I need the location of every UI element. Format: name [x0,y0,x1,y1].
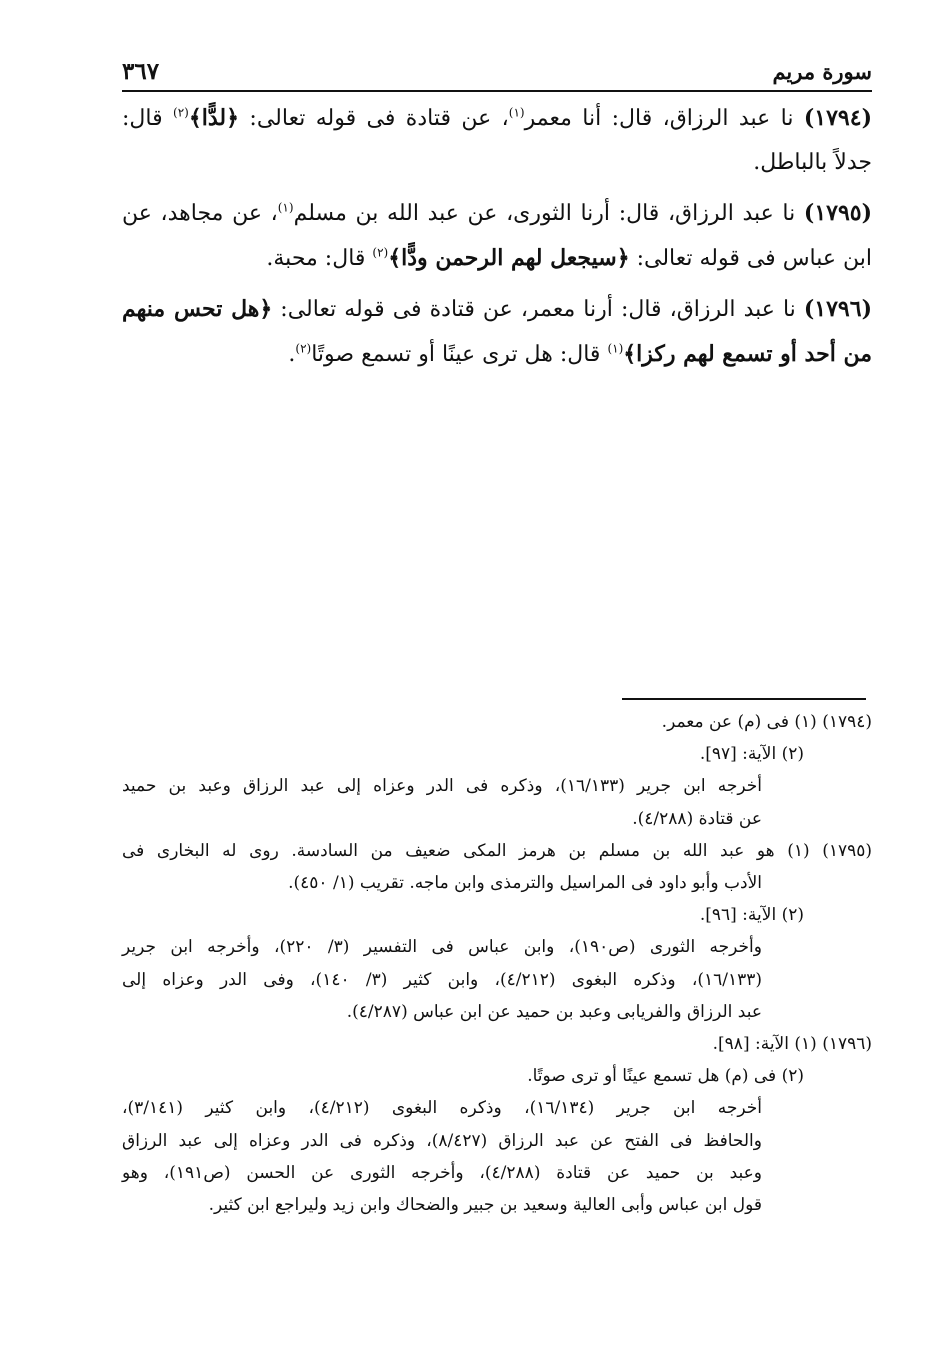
main-text [122,96,872,383]
footnote-line: (١٧٩٤) (١) فى (م) عن معمر. [661,712,872,732]
text: نا عبد الرزاق، قال: أرنا الثورى، عن عبد الله بن مسلم [293,201,804,226]
footnote-separator [622,698,866,700]
text: نا عبد الرزاق، قال: أرنا معمر، عن قتادة فى قوله تعالى: [272,297,804,322]
hadith-number: (١٧٩٦) [803,296,872,322]
footnote-line: وعبد بن حميد عن قتادة (٤/٢٨٨)، وأخرجه الثورى عن الحسن (ص١٩١)، وهو [122,1162,762,1183]
page-number: ٣٦٧ [122,57,160,85]
quran-quote: ﴿سيجعل لهم الرحمن ودًّا﴾ [388,245,630,271]
hadith-number: (١٧٩٤) [803,105,872,131]
footnote-ref: (١) [607,341,624,356]
text: قال: هل ترى عينًا أو تسمع صوتًا [311,342,608,367]
quran-quote: ﴿هل تحس منهم من أحد أو تسمع لهم ركزا﴾ [122,296,872,367]
footnote-ref: (١) [508,105,525,120]
footnote-line: أخرجه ابن جرير (١٦/١٣٤)، وذكره البغوى (٤/٢١٢)، وابن كثير (٣/١٤١)، [122,1098,762,1119]
text: قال: جدلاً بالباطل. [122,106,872,175]
footnote-ref: (٢) [173,105,189,120]
paragraph-1795 [122,191,872,281]
footnote-line: (٢) فى (م) هل تسمع عينًا أو ترى صوتًا. [527,1066,804,1087]
footnote-line: (١٧٩٥) (١) هو عبد الله بن مسلم بن هرمز المكى ضعيف من السادسة. روى له البخارى فى [122,840,872,861]
footnote-ref: (١) [277,200,294,215]
footnote-line: والحافظ فى الفتح عن عبد الرزاق (٨/٤٢٧)، وذكره فى الدر وعزاه إلى عبد الرزاق [122,1130,762,1151]
page-header [122,52,872,92]
running-title: سورة مريم [772,58,872,84]
footnote-line: (٢) الآية: [٩٧]. [699,744,804,765]
footnote-line: (١٧٩٦) (١) الآية: [٩٨]. [712,1034,872,1055]
footnote-line: عبد الرزاق والفريابى وعبد بن حميد عن ابن عباس (٤/٢٨٧). [346,1001,762,1022]
paragraph-1794 [122,96,872,185]
text: ، عن مجاهد، عن ابن عباس فى قوله تعالى: [122,201,872,271]
text: قال: محبة. [266,246,373,271]
text: نا عبد الرزاق، قال: أنا معمر [524,106,804,131]
footnote-line: أخرجه ابن جرير (١٦/١٣٣)، وذكره فى الدر وعزاه إلى عبد الرزاق وعبد بن حميد [122,776,762,797]
footnote-line: عن قتادة (٤/٢٨٨). [632,808,762,829]
text: ، عن قتادة فى قوله تعالى: [239,106,509,131]
hadith-number: (١٧٩٥) [803,200,872,226]
footnote-line: قول ابن عباس وأبى العالية وسعيد بن جبير والضحاك وابن زيد وليراجع ابن كثير. [208,1195,762,1216]
footnote-line: (٢) الآية: [٩٦]. [699,905,804,926]
footnote-line: (١٦/١٣٣)، وذكره البغوى (٤/٢١٢)، وابن كثير (٣/ ١٤٠)، وفى الدر وعزاه إلى [122,969,762,990]
text: . [288,342,296,367]
footnote-ref: (٢) [372,245,389,260]
footnotes [122,706,872,1221]
footnote-line: وأخرجه الثورى (ص١٩٠)، وابن عباس فى التفسير (٣/ ٢٢٠)، وأخرجه ابن جرير [122,937,762,958]
footnote-ref: (٢) [295,341,312,356]
footnote-line: الأدب وأبو داود فى المراسيل والترمذى وابن ماجه. تقريب (١/ ٤٥٠). [288,873,762,894]
paragraph-1796 [122,287,872,377]
quran-quote: ﴿لدًّا﴾ [188,105,240,131]
